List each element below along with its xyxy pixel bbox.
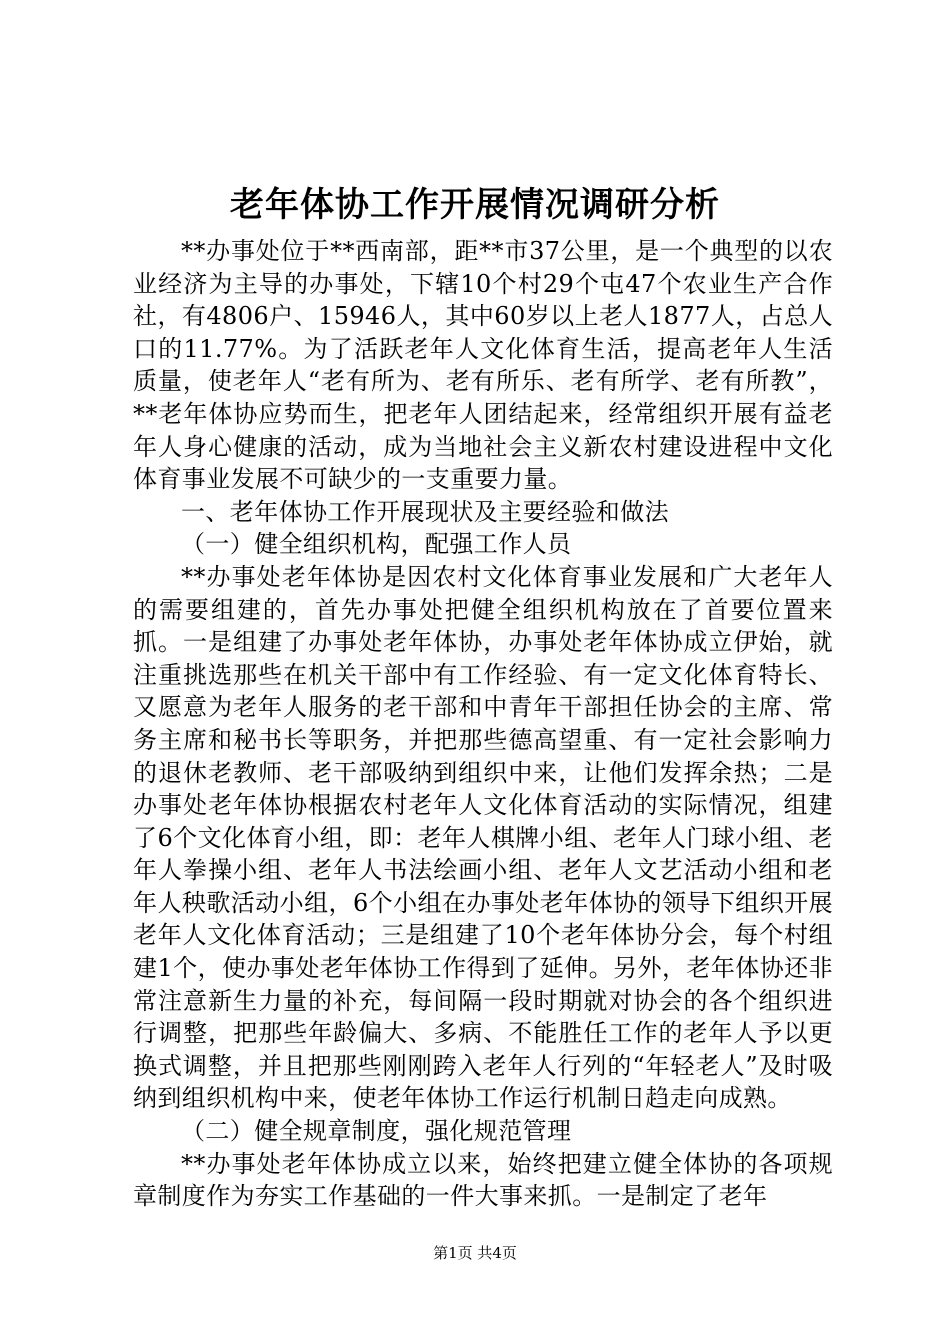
page-footer: 第1页 共4页 [433, 1244, 517, 1262]
subsection-heading-2: （二）健全规章制度，强化规范管理 [181, 1117, 572, 1146]
document-title: 老年体协工作开展情况调研分析 [230, 185, 720, 225]
body-paragraph-rules: **办事处老年体协成立以来，始终把建立健全体协的各项规章制度作为夯实工作基础的一件大事来抓。一是制定了老年 [133, 1149, 833, 1211]
document-body [133, 235, 833, 1213]
intro-paragraph: **办事处位于**西南部，距**市37公里，是一个典型的以农业经济为主导的办事处，下辖10个村29个屯47个农业生产合作社，有4806户、15946人，其中60岁以上老人1877人，占总人口的11.77%。为了活跃老年人文化体育生活，提高老年人生活质量，使老年人“老有所为、老有所乐、老有所学、老有所教”，**老年体协应势而生，把老年人团结起来，经常组织开展有益老年人身心健康的活动，成为当地社会主义新农村建设进程中文化体育事业发展不可缺少的一支重要力量。 [133, 237, 833, 494]
subsection-heading-1: （一）健全组织机构，配强工作人员 [181, 530, 572, 559]
body-paragraph-organization: **办事处老年体协是因农村文化体育事业发展和广大老年人的需要组建的，首先办事处把健全组织机构放在了首要位置来抓。一是组建了办事处老年体协，办事处老年体协成立伊始，就注重挑选那些在机关干部中有工作经验、有一定文化体育特长、又愿意为老年人服务的老干部和中青年干部担任协会的主席、常务主席和秘书长等职务，并把那些德高望重、有一定社会影响力的退休老教师、老干部吸纳到组织中来，让他们发挥余热；二是办事处老年体协根据农村老年人文化体育活动的实际情况，组建了6个文化体育小组，即：老年人棋牌小组、老年人门球小组、老年人拳操小组、老年人书法绘画小组、老年人文艺活动小组和老年人秧歌活动小组，6个小组在办事处老年体协的领导下组织开展老年人文化体育活动；三是组建了10个老年体协分会，每个村组建1个，使办事处老年体协工作得到了延伸。另外，老年体协还非常注意新生力量的补充，每间隔一段时期就对协会的各个组织进行调整，把那些年龄偏大、多病、不能胜任工作的老年人予以更换式调整，并且把那些刚刚跨入老年人行列的“年轻老人”及时吸纳到组织机构中来，使老年体协工作运行机制日趋走向成熟。 [133, 562, 833, 1113]
section-heading-1: 一、老年体协工作开展现状及主要经验和做法 [181, 497, 669, 526]
